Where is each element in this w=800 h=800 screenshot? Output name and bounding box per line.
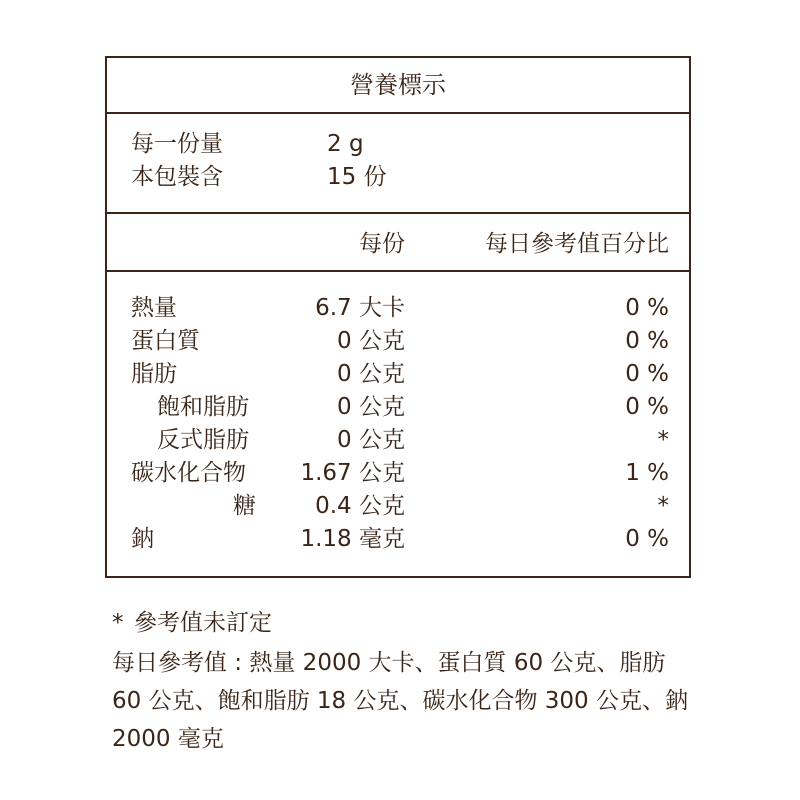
servings-per-package-label: 本包裝含: [131, 164, 223, 190]
nutrient-daily-value: *: [657, 493, 669, 519]
divider: [107, 212, 689, 214]
nutrient-name: 反式脂肪: [157, 427, 249, 453]
nutrient-row: [107, 325, 689, 358]
nutrient-amount: 1.18 毫克: [300, 526, 405, 552]
daily-value-header: 每日參考值百分比: [485, 231, 669, 257]
serving-size-value: 2 g: [327, 131, 364, 157]
nutrient-daily-value: 1 %: [625, 460, 669, 486]
nutrient-daily-value: 0 %: [625, 526, 669, 552]
footnote-line-1: 參考值未訂定: [134, 610, 272, 636]
nutrient-daily-value: 0 %: [625, 394, 669, 420]
serving-size-row: [107, 128, 689, 160]
nutrient-row: [107, 358, 689, 391]
nutrient-amount: 0 公克: [337, 328, 405, 354]
nutrient-amount: 6.7 大卡: [315, 295, 405, 321]
nutrient-row: [107, 490, 689, 523]
nutrient-row: [107, 523, 689, 556]
nutrient-row: [107, 391, 689, 424]
nutrient-daily-value: 0 %: [625, 295, 669, 321]
nutrient-amount: 0 公克: [337, 427, 405, 453]
footnote: [112, 606, 697, 758]
divider: [107, 270, 689, 272]
nutrient-name: 脂肪: [131, 361, 177, 387]
nutrition-label: [105, 56, 691, 578]
nutrient-name: 蛋白質: [131, 328, 200, 354]
footnote-daily-reference: 每日參考值 : 熱量 2000 大卡、蛋白質 60 公克、脂肪 60 公克、飽和脂肪 18 公克、碳水化合物 300 公克、鈉 2000 毫克: [112, 650, 688, 752]
nutrient-name: 熱量: [131, 295, 177, 321]
asterisk: *: [112, 610, 124, 636]
nutrient-name: 飽和脂肪: [157, 394, 249, 420]
nutrient-name: 糖: [233, 493, 256, 519]
column-header: [107, 216, 689, 272]
nutrient-daily-value: *: [657, 427, 669, 453]
label-title: 營養標示: [350, 71, 446, 99]
nutrient-daily-value: 0 %: [625, 328, 669, 354]
nutrient-row: [107, 457, 689, 490]
nutrient-daily-value: 0 %: [625, 361, 669, 387]
nutrient-amount: 0.4 公克: [315, 493, 405, 519]
nutrient-amount: 0 公克: [337, 361, 405, 387]
nutrient-amount: 0 公克: [337, 394, 405, 420]
nutrient-name: 碳水化合物: [131, 460, 246, 486]
servings-per-package-row: [107, 161, 689, 193]
nutrient-name: 鈉: [131, 526, 154, 552]
divider: [107, 112, 689, 114]
nutrient-amount: 1.67 公克: [300, 460, 405, 486]
nutrient-row: [107, 292, 689, 325]
nutrient-row: [107, 424, 689, 457]
serving-size-label: 每一份量: [131, 131, 223, 157]
footnote-reference-undefined: [112, 606, 697, 640]
servings-per-package-value: 15 份: [327, 164, 387, 190]
per-serving-header: 每份: [359, 231, 405, 257]
